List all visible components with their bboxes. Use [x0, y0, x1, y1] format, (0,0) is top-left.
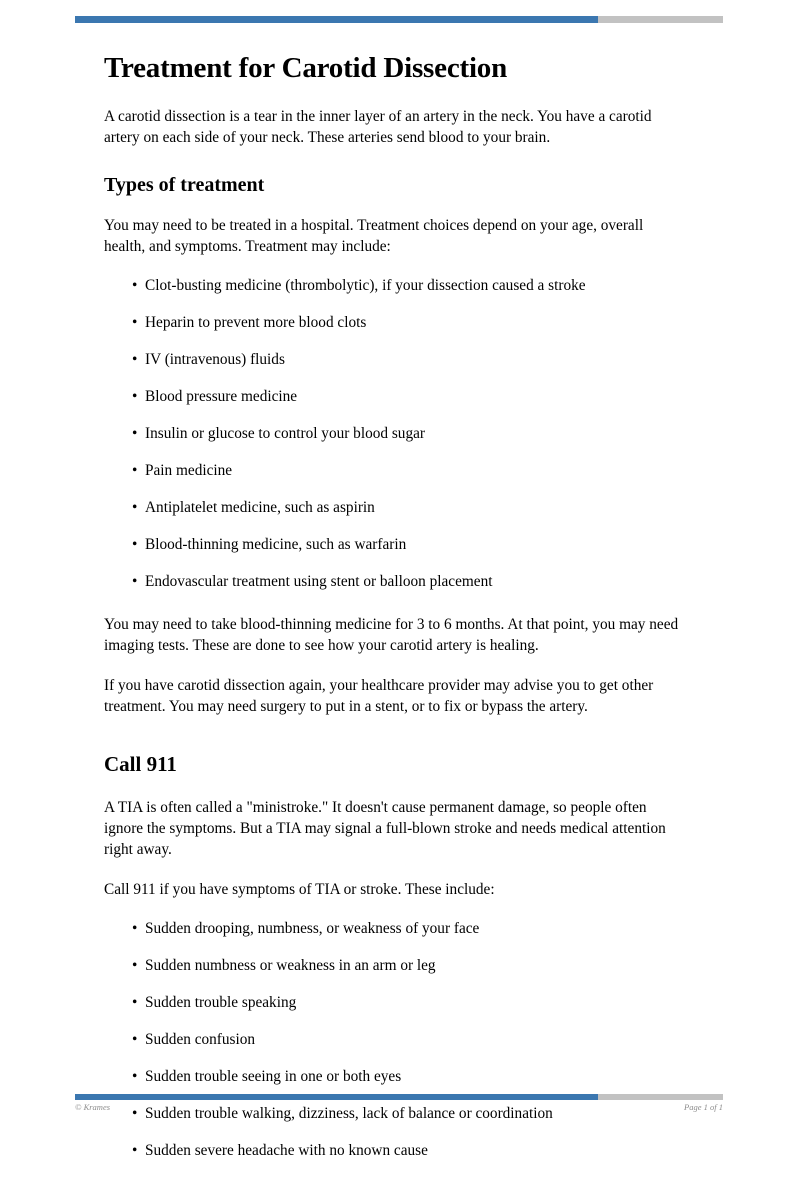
footer-rule-gray-segment: [598, 1094, 723, 1100]
list-item-label: Sudden confusion: [145, 1030, 256, 1048]
tia-description-paragraph: A TIA is often called a "ministroke." It doesn't cause permanent damage, so people often ignore the symptoms. But a TIA may signal a full-blown stroke and needs medical attention right away.: [104, 798, 666, 858]
header-rule: [75, 16, 723, 23]
list-item: [104, 350, 688, 370]
bullet-icon: •: [132, 573, 138, 591]
page-title: Treatment for Carotid Dissection: [104, 52, 508, 84]
bullet-icon: •: [132, 499, 138, 517]
list-item: [104, 1030, 688, 1050]
list-item-label: IV (intravenous) fluids: [145, 351, 285, 369]
list-item: [104, 498, 688, 518]
list-item-label: Blood pressure medicine: [145, 388, 298, 406]
bullet-icon: •: [132, 425, 138, 443]
section-heading-call-911: Call 911: [104, 752, 177, 777]
treatment-options-list: [104, 276, 688, 592]
bullet-icon: •: [132, 993, 138, 1011]
bullet-icon: •: [132, 277, 138, 295]
types-of-treatment-lead-paragraph: You may need to be treated in a hospital. Treatment choices depend on your age, overall health, and symptoms. Treatment may include:: [104, 217, 644, 256]
list-item-label: Sudden trouble seeing in one or both eyes: [145, 1067, 402, 1085]
list-item: [104, 424, 688, 444]
list-item-label: Clot-busting medicine (thrombolytic), if your dissection caused a stroke: [145, 277, 586, 295]
list-item-label: Heparin to prevent more blood clots: [145, 314, 367, 332]
list-item: [104, 993, 688, 1013]
blood-thinning-duration-paragraph: You may need to take blood-thinning medicine for 3 to 6 months. At that point, you may need imaging tests. These are done to see how your carotid artery is healing.: [104, 616, 679, 655]
list-item-label: Sudden numbness or weakness in an arm or leg: [145, 956, 436, 974]
bullet-icon: •: [132, 536, 138, 554]
bullet-icon: •: [132, 956, 138, 974]
list-item-label: Antiplatelet medicine, such as aspirin: [145, 499, 375, 517]
list-item-label: Sudden drooping, numbness, or weakness of your face: [145, 919, 480, 937]
header-rule-gray-segment: [598, 16, 723, 23]
list-item: [104, 535, 688, 555]
list-item: [104, 572, 688, 592]
bullet-icon: •: [132, 388, 138, 406]
header-rule-blue-segment: [75, 16, 598, 23]
intro-paragraph: A carotid dissection is a tear in the inner layer of an artery in the neck. You have a carotid artery on each side of your neck. These arteries send blood to your brain.: [104, 108, 652, 147]
stroke-symptoms-list: [104, 919, 688, 1161]
bullet-icon: •: [132, 1141, 138, 1159]
list-item: [104, 919, 688, 939]
section-heading-types-of-treatment: Types of treatment: [104, 174, 265, 197]
footer-rule: [75, 1094, 723, 1100]
list-item: [104, 276, 688, 296]
bullet-icon: •: [132, 1104, 138, 1122]
list-item: [104, 461, 688, 481]
recurrent-dissection-paragraph: If you have carotid dissection again, your healthcare provider may advise you to get other treatment. You may need surgery to put in a stent, or to fix or bypass the artery.: [104, 677, 654, 716]
list-item: [104, 313, 688, 333]
bullet-icon: •: [132, 462, 138, 480]
footer-copyright: © Krames: [75, 1102, 111, 1112]
list-item-label: Insulin or glucose to control your blood sugar: [145, 425, 425, 443]
list-item-label: Sudden trouble speaking: [145, 993, 297, 1011]
list-item-label: Pain medicine: [145, 462, 233, 480]
bullet-icon: •: [132, 919, 138, 937]
footer-rule-blue-segment: [75, 1094, 598, 1100]
bullet-icon: •: [132, 314, 138, 332]
footer-page-indicator: Page 1 of 1: [684, 1102, 723, 1112]
bullet-icon: •: [132, 351, 138, 369]
list-item-label: Sudden severe headache with no known cause: [145, 1141, 428, 1159]
list-item: [104, 387, 688, 407]
call-911-lead-paragraph: Call 911 if you have symptoms of TIA or stroke. These include:: [104, 880, 495, 898]
document-content: [104, 52, 688, 1178]
list-item-label: Sudden trouble walking, dizziness, lack of balance or coordination: [145, 1104, 553, 1122]
list-item: [104, 1141, 688, 1161]
list-item: [104, 956, 688, 976]
page-footer: [75, 1102, 723, 1112]
bullet-icon: •: [132, 1067, 138, 1085]
list-item-label: Endovascular treatment using stent or balloon placement: [145, 573, 493, 591]
list-item-label: Blood-thinning medicine, such as warfarin: [145, 536, 407, 554]
bullet-icon: •: [132, 1030, 138, 1048]
list-item: [104, 1067, 688, 1087]
